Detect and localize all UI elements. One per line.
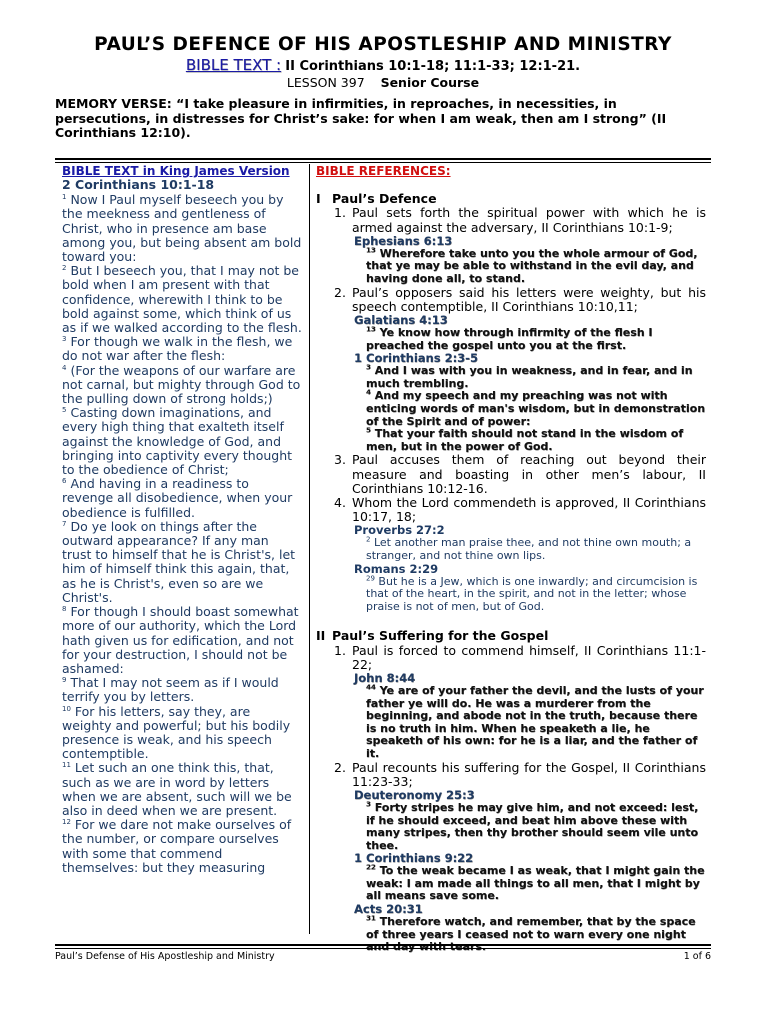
document-header [55, 34, 711, 141]
bible-text-heading: BIBLE TEXT in King James Version [62, 164, 290, 178]
verse-number: 1 [62, 193, 67, 202]
bottom-divider [55, 944, 711, 946]
bible-verse [62, 406, 302, 477]
verse-number: 4 [62, 363, 67, 372]
verse-text: Casting down imaginations, and every high thing that exalteth itself against the knowledge of God, and bringing into captivity every thought to the obedience of Christ; [62, 405, 293, 478]
bible-verse [62, 818, 302, 875]
memory-verse: MEMORY VERSE: “I take pleasure in infirmities, in reproaches, in necessities, in persecutions, in distresses for Christ’s sake: for when I am weak, then am I strong” (II Corinthians 12:10). [55, 96, 667, 140]
bible-verse [62, 335, 302, 363]
verse-number: 10 [62, 704, 71, 713]
verse-number: 6 [62, 477, 67, 486]
bottom-divider-thin [55, 948, 711, 949]
references-heading: BIBLE REFERENCES: [316, 164, 451, 178]
reference-verse: $^{44}$ Ye are of your father the devil, and the lusts of your father ye will do. He was a murderer from the beginning, and abode not in the truth, because there is no truth in him. When he speaketh a lie, he speaketh of his own: for he is a liar, and the father of it. [366, 683, 704, 760]
outline-point: 2. Paul recounts his suffering for the Gospel, II Corinthians 11:23-33; [334, 759, 706, 789]
course-name: Senior Course [380, 75, 480, 90]
bible-verse [62, 364, 302, 407]
bible-text-label: BIBLE TEXT : [185, 56, 282, 74]
reference-verse: $^3$ Forty stripes he may give him, and not exceed: lest, if he should exceed, and beat him above these with many stripes, then thy brother should seem vile unto thee. [366, 800, 699, 852]
reference-title: Proverbs 27:2 [354, 523, 445, 538]
reference-title: Romans 2:29 [354, 561, 439, 576]
reference-verse: $^4$ And my speech and my preaching was not with enticing words of man's wisdom, but in demonstration of the Spirit and of power: [366, 388, 706, 428]
reference-title: Ephesians 6:13 [354, 233, 453, 248]
verse-text: That I may not seem as if I would terrify you by letters. [62, 675, 279, 705]
bible-verse [62, 761, 302, 818]
verse-text: Do ye look on things after the outward appearance? If any man trust to himself that he is Christ's, let him of himself think this again, that, as he is Christ's, even so are we Christ's. [62, 518, 296, 605]
outline-point: 2. Paul’s opposers said his letters were weighty, but his speech contemptible, II Corinthians 10:10,11; [334, 284, 706, 314]
verse-number: 12 [62, 817, 71, 826]
reference-verse: $^{13}$ Wherefore take unto you the whole armour of God, that ye may be able to withstand in the evil day, and having done all, to stand. [366, 246, 698, 285]
outline-point: 1. Paul sets forth the spiritual power with which he is armed against the adversary, II Corinthians 10:1-9; [334, 205, 706, 235]
page-footer [55, 951, 711, 963]
verse-number: 2 [62, 264, 67, 273]
bible-verse [62, 193, 302, 264]
bible-verse [62, 705, 302, 762]
verse-text: For though I should boast somewhat more of our authority, which the Lord hath given us for edification, and not for your destruction, I should not be ashamed: [62, 604, 299, 676]
bible-text-refs: II Corinthians 10:1-18; 11:1-33; 12:1-21. [285, 59, 581, 74]
outline-point: 1. Paul is forced to commend himself, II Corinthians 11:1-22; [334, 642, 706, 672]
reference-verse: $^{29}$ But he is a Jew, which is one inwardly; and circumcision is that of the heart, in the spirit, and not in the letter; whose praise is not of men, but of God. [366, 573, 698, 613]
verse-text: Now I Paul myself beseech you by the meekness and gentleness of Christ, who in presence am base among you, but being absent am bold toward you: [62, 192, 302, 265]
verse-number: 5 [62, 406, 67, 415]
reference-title: Deuteronomy 25:3 [354, 787, 475, 802]
verse-text: But I beseech you, that I may not be bold when I am present with that confidence, wherewith I think to be bold against some, which think of us as if we walked according to the flesh. [62, 263, 302, 336]
verse-number: 11 [62, 761, 71, 770]
verse-text: For we dare not make ourselves of the number, or compare ourselves with some that commend themselves: but they measuring [62, 817, 292, 875]
column-divider [309, 164, 310, 934]
bible-verse [62, 264, 302, 335]
reference-verse: $^2$ Let another man praise thee, and not thine own mouth; a stranger, and not thine own lips. [366, 535, 692, 562]
verse-number: 9 [62, 675, 67, 684]
page-title: PAUL’S DEFENCE OF HIS APOSTLESHIP AND MINISTRY [94, 34, 672, 55]
section-heading: II Paul’s Suffering for the Gospel [316, 628, 549, 644]
top-divider [55, 158, 711, 160]
lesson-number: LESSON 397 [286, 75, 365, 90]
references-column [316, 164, 706, 954]
reference-verse: $^{31}$ Therefore watch, and remember, that by the space of three years I ceased not to warn every one night and day with tears. [366, 914, 696, 954]
reference-title: John 8:44 [354, 670, 416, 685]
verse-text: (For the weapons of our warfare are not carnal, but mighty through God to the pulling down of strong holds;) [62, 362, 301, 407]
reference-title: Galatians 4:13 [354, 313, 448, 327]
reference-verse: $^{13}$ Ye know how through infirmity of the flesh I preached the gospel unto you at the first. [366, 325, 653, 352]
lesson-line [55, 75, 711, 90]
section-heading: I Paul’s Defence [316, 191, 437, 207]
bible-text-line [55, 57, 711, 75]
page-number: 1 of 6 [683, 951, 711, 962]
verse-text: For his letters, say they, are weighty and powerful; but his bodily presence is weak, and his speech contemptible. [62, 703, 291, 762]
reference-verse: $^5$ That your faith should not stand in the wisdom of men, but in the power of God. [366, 426, 684, 453]
verse-text: For though we walk in the flesh, we do not war after the flesh: [62, 334, 293, 364]
bible-verse [62, 676, 302, 704]
verse-list [62, 193, 302, 875]
bible-verse [62, 605, 302, 676]
bible-verse [62, 520, 302, 605]
verse-number: 7 [62, 519, 67, 528]
outline-point: 3. Paul accuses them of reaching out beyond their measure and boasting in other men’s labour, II Corinthians 10:12-16. [334, 452, 706, 496]
verse-text: Let such an one think this, that, such as we are in word by letters when we are absent, such will we be also in deed when we are present. [62, 760, 292, 818]
reference-title: 1 Corinthians 2:3-5 [354, 351, 478, 366]
verse-number: 3 [62, 335, 67, 344]
verse-text: And having in a readiness to revenge all disobedience, when your obedience is fulfilled. [62, 476, 293, 520]
bible-text-column [62, 164, 302, 875]
reference-verse: $^{22}$ To the weak became I as weak, that I might gain the weak: I am made all things to all men, that I might by all means save some. [366, 863, 705, 903]
bible-verse [62, 477, 302, 520]
verse-number: 8 [62, 604, 67, 613]
reference-title: 1 Corinthians 9:22 [354, 851, 474, 866]
top-divider-thin [55, 162, 711, 163]
passage-title: 2 Corinthians 10:1-18 [62, 177, 215, 192]
outline-point: 4. Whom the Lord commendeth is approved, II Corinthians 10:17, 18; [334, 494, 706, 525]
footer-title: Paul’s Defense of His Apostleship and Ministry [55, 951, 275, 962]
reference-title: Acts 20:31 [354, 902, 423, 917]
reference-verse: $^3$ And I was with you in weakness, and in fear, and in much trembling. [366, 363, 693, 390]
